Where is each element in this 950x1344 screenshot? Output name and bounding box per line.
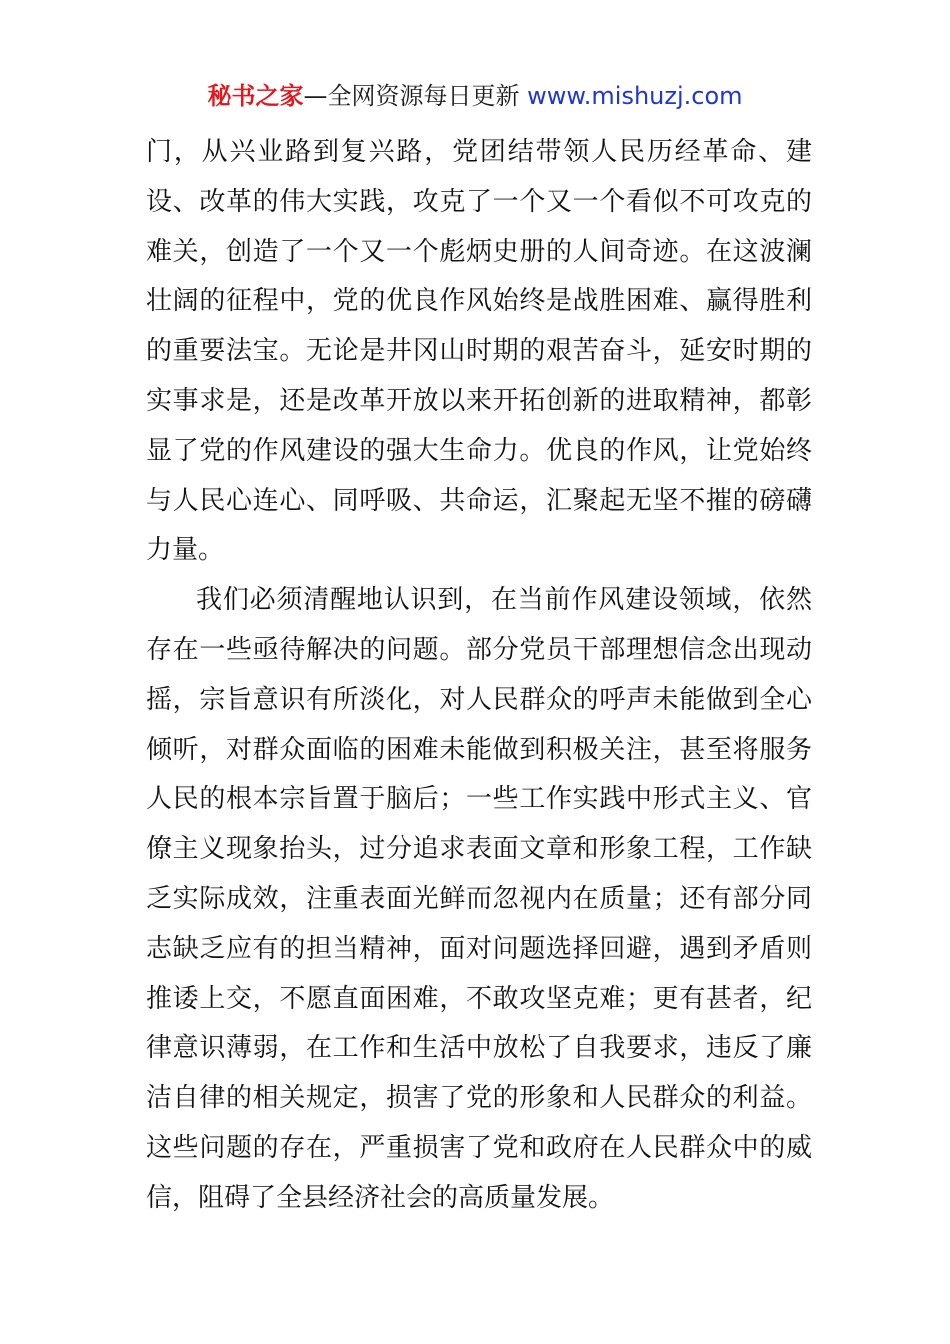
text-line: 实事求是，还是改革开放以来开拓创新的进取精神，都彰 — [146, 385, 812, 416]
text-line: 乏实际成效，注重表面光鲜而忽视内在质量；还有部分同 — [146, 883, 812, 914]
text-line-paragraph-start: 我们必须清醒地认识到，在当前作风建设领域，依然 — [196, 585, 812, 616]
text-line: 门，从兴业路到复兴路，党团结带领人民历经革命、建 — [146, 137, 812, 167]
article-body — [146, 128, 812, 1224]
text-line: 的重要法宝。无论是井冈山时期的艰苦奋斗，延安时期的 — [146, 336, 812, 367]
text-line: 洁自律的相关规定，损害了党的形象和人民群众的利益。 — [146, 1083, 812, 1114]
text-line-paragraph-end: 力量。 — [146, 535, 225, 566]
brand-name: 秘书之家 — [207, 82, 304, 110]
text-line: 难关，创造了一个又一个彪炳史册的人间奇迹。在这波澜 — [146, 236, 812, 267]
text-line: 志缺乏应有的担当精神，面对问题选择回避，遇到矛盾则 — [146, 933, 812, 964]
text-line: 摇，宗旨意识有所淡化，对人民群众的呼声未能做到全心 — [146, 684, 812, 715]
text-line: 与人民心连心、同呼吸、共命运，汇聚起无坚不摧的磅礴 — [146, 485, 812, 516]
site-url-link[interactable]: www.mishuzj.com — [527, 82, 743, 110]
text-line: 倾听，对群众面临的困难未能做到积极关注，甚至将服务 — [146, 734, 812, 765]
page-header — [0, 78, 950, 114]
text-line: 律意识薄弱，在工作和生活中放松了自我要求，违反了廉 — [146, 1033, 812, 1064]
header-tagline: —全网资源每日更新 — [303, 82, 520, 110]
text-line-paragraph-end: 信，阻碍了全县经济社会的高质量发展。 — [146, 1182, 615, 1213]
text-line: 显了党的作风建设的强大生命力。优良的作风，让党始终 — [146, 435, 812, 466]
text-line: 人民的根本宗旨置于脑后；一些工作实践中形式主义、官 — [146, 784, 812, 815]
text-line: 壮阔的征程中，党的优良作风始终是战胜困难、赢得胜利 — [146, 286, 812, 317]
text-line: 存在一些亟待解决的问题。部分党员干部理想信念出现动 — [146, 634, 812, 665]
text-line: 设、改革的伟大实践，攻克了一个又一个看似不可攻克的 — [146, 186, 812, 217]
text-line: 推诿上交，不愿直面困难，不敢攻坚克难；更有甚者，纪 — [146, 983, 812, 1014]
text-line: 僚主义现象抬头，过分追求表面文章和形象工程，工作缺 — [146, 834, 812, 865]
text-line: 这些问题的存在，严重损害了党和政府在人民群众中的威 — [146, 1132, 812, 1163]
